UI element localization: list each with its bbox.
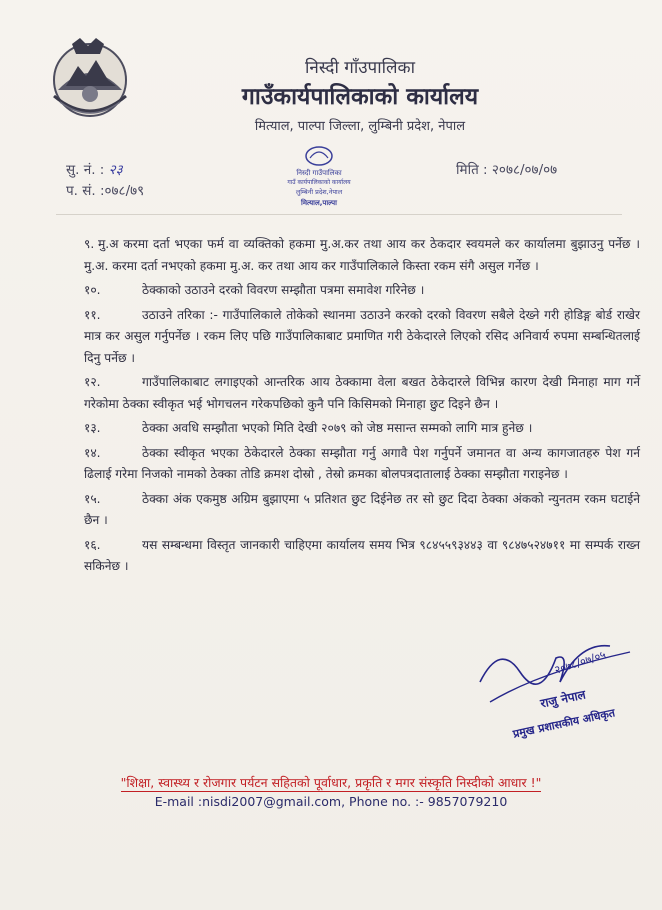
item-number: ११. bbox=[84, 307, 101, 322]
letterhead bbox=[150, 58, 570, 136]
letter-number-value: ०७८/७९ bbox=[104, 183, 145, 199]
signatory-name: राजु नेपाल bbox=[539, 687, 587, 711]
office-stamp bbox=[276, 138, 362, 212]
item-number: १२. bbox=[84, 375, 101, 389]
item-text: मु.अ करमा दर्ता भएका फर्म वा व्यक्तिको हकमा मु.अ.कर तथा आय कर ठेकदार स्वयमले कर कार्यालमा बुझाउनु पर्नेछ । मु.अ. करमा दर्ता नभएको हकमा मु.अ. कर तथा आय कर गाउँपालिकाले किस्ता रकम संगै असुल गर्नेछ । bbox=[84, 237, 640, 273]
office-title: गाउँकार्यपालिकाको कार्यालय bbox=[241, 84, 479, 110]
motto-text: "शिक्षा, स्वास्थ्य र रोजगार पर्यटन सहितको पूर्वाधार, प्रकृति र मगर संस्कृति निस्दीको आधार !" bbox=[120, 775, 542, 790]
footer-motto bbox=[0, 774, 662, 791]
item-number: ९. bbox=[84, 237, 95, 251]
office-address: मित्याल, पाल्पा जिल्ला, लुम्बिनी प्रदेश, नेपाल bbox=[254, 119, 466, 134]
list-item bbox=[84, 280, 640, 302]
date-label: मिति : bbox=[456, 162, 492, 178]
stamp-line-3: लुम्बिनी प्रदेश,नेपाल bbox=[295, 188, 343, 196]
item-text: गाउँपालिकाबाट लगाइएको आन्तरिक आय ठेक्कामा वेला बखत ठेकेदारले विभिन्न कारण देखी मिनाहा माग गर्ने गरेकोमा ठेक्का स्वीकृत भई भोगचलन गरेकपछिको कुनै पनि किसिमको मिनाहा छुट दिइने छैन । bbox=[84, 375, 640, 411]
signatory-title: प्रमुख प्रशासकीय अधिकृत bbox=[511, 706, 617, 741]
item-number: १५. bbox=[84, 491, 101, 506]
reference-block bbox=[66, 160, 144, 202]
item-number: १४. bbox=[84, 445, 101, 460]
date-field bbox=[456, 160, 557, 178]
letter-number-label: प. सं. : bbox=[66, 183, 105, 199]
serial-number-value: २३ bbox=[108, 162, 123, 178]
footer-contact: E-mail :nisdi2007@gmail.com, Phone no. :- 9857079210 bbox=[154, 794, 508, 809]
list-item bbox=[84, 535, 640, 578]
item-text: ठेक्का अंक एकमुष्ठ अग्रिम बुझाएमा ५ प्रतिशत छुट दिईनेछ तर सो छुट दिदा ठेक्का अंकको न्युनतम रकम घटाईने छैन । bbox=[84, 491, 640, 527]
letter-number-row bbox=[66, 181, 144, 202]
stamp-line-2: गाउँ कार्यपालिकाको कार्यालय bbox=[287, 179, 351, 186]
stamp-line-1: निस्दी गाउँपालिका bbox=[296, 169, 342, 177]
item-text: यस सम्बन्धमा विस्तृत जानकारी चाहिएमा कार्यालय समय भित्र ९८४५५९३४४३ वा ९८४७५२४७११ मा सम्पर्क राख्न सकिनेछ । bbox=[84, 537, 640, 573]
list-item bbox=[84, 234, 640, 277]
list-item bbox=[84, 443, 640, 486]
item-text: ठेक्का स्वीकृत भएका ठेकेदारले ठेक्का सम्झौता गर्नु अगावै पेश गर्नुपर्ने जमानत वा अन्य कागजातहरु पेश गर्न ढिलाई गरेमा निजको नामको ठेक्का तोडि क्रमश दोस्रो , तेस्रो क्रमका बोलपत्रदातालाई ठेक्का सम्झौता गराइनेछ । bbox=[84, 445, 640, 481]
nepal-emblem-logo bbox=[44, 36, 136, 122]
list-item bbox=[84, 418, 640, 440]
item-number: १३. bbox=[84, 421, 101, 435]
item-text: उठाउने तरिका :- गाउँपालिकाले तोकेको स्थानमा उठाउने करको दरको विवरण सबैले देख्ने गरी होडिङ्ग बोर्ड राखेर मात्र कर असुल गर्नुपर्नेछ । रकम लिए पछि गाउँपालिकाबाट प्रमाणित गरी ठेकेदारले लिएको रसिद अनिवार्य रुपमा सम्बन्धितलाई दिनु पर्नेछ । bbox=[84, 307, 640, 365]
item-number: १०. bbox=[84, 283, 101, 297]
list-item bbox=[84, 489, 640, 532]
list-item bbox=[84, 305, 640, 370]
stamp-line-4: मित्याल,पाल्पा bbox=[301, 199, 337, 207]
header-divider bbox=[56, 214, 622, 215]
item-text: ठेक्का अवधि सम्झौता भएको मिति देखी २०७९ को जेष्ठ मसान्त सम्मको लागि मात्र हुनेछ । bbox=[142, 421, 533, 435]
date-value: २०७८/०७/०७ bbox=[491, 162, 558, 178]
serial-number-row bbox=[66, 160, 144, 181]
office-name: निस्दी गाँउपालिका bbox=[304, 58, 416, 78]
signature-date: २०७८/०७/०५ bbox=[552, 648, 608, 677]
item-text: ठेक्काको उठाउने दरको विवरण सम्झौता पत्रमा समावेश गरिनेछ । bbox=[142, 283, 425, 297]
serial-number-label: सु. नं. : bbox=[66, 162, 105, 178]
item-number: १६. bbox=[84, 537, 101, 552]
list-item bbox=[84, 372, 640, 415]
terms-list bbox=[84, 234, 640, 581]
